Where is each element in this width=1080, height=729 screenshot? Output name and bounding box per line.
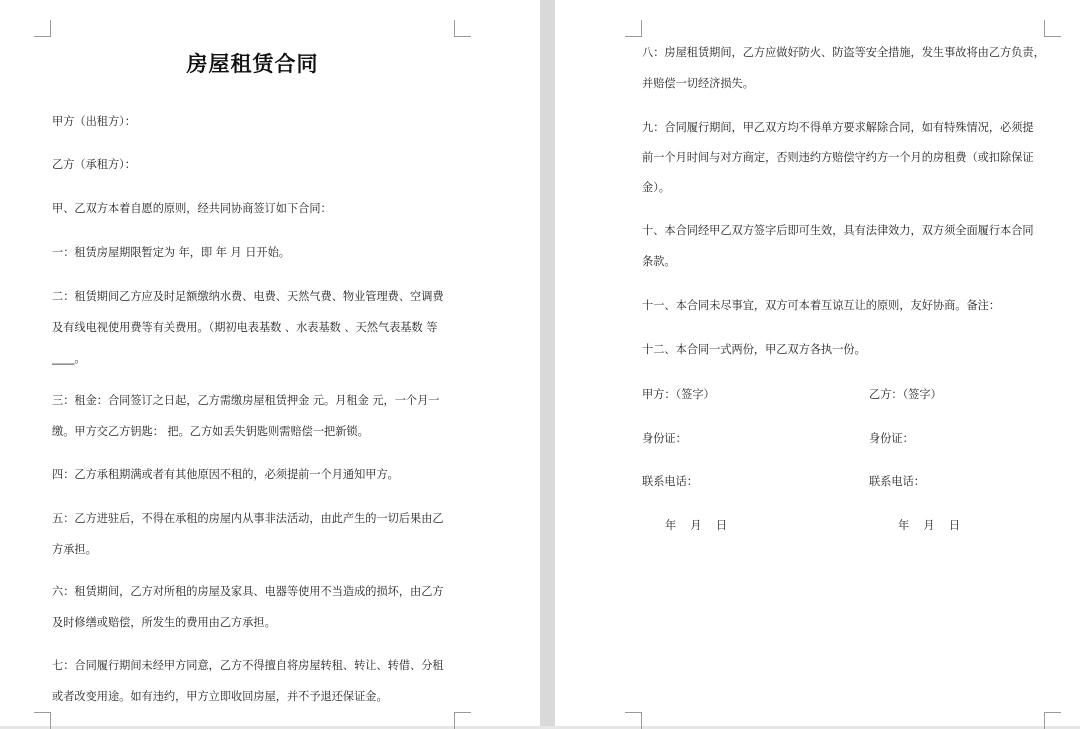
crop-mark xyxy=(625,20,642,37)
party-b-date: 年 月 日 xyxy=(898,519,961,532)
crop-mark xyxy=(34,20,51,37)
clause-4: 四：乙方承租期满或者有其他原因不租的，必须提前一个月通知甲方。 xyxy=(52,468,399,481)
clause-11: 十一、本合同未尽事宜，双方可本着互谅互让的原则，友好协商。备注： xyxy=(642,299,1001,312)
clause-7-line-2: 或者改变用途。如有违约，甲方立即收回房屋，并不予退还保证金。 xyxy=(52,690,388,703)
clause-9-line-3: 金）。 xyxy=(642,181,670,194)
document-title: 房屋租赁合同 xyxy=(186,51,319,76)
clause-6-line-1: 六：租赁期间，乙方对所租的房屋及家具、电器等使用不当造成的损坏，由乙方 xyxy=(52,585,444,598)
clause-3-line-2: 缴。甲方交乙方钥匙： 把。乙方如丢失钥匙则需赔偿一把新锁。 xyxy=(52,425,369,438)
clause-10-line-2: 条款。 xyxy=(642,255,676,268)
clause-9-line-2: 前一个月时间与对方商定，否则违约方赔偿守约方一个月的房租费（或扣除保证 xyxy=(642,151,1034,164)
clause-12: 十二、本合同一式两份，甲乙双方各执一份。 xyxy=(642,343,866,356)
party-a-date: 年 月 日 xyxy=(665,519,728,532)
crop-mark xyxy=(454,20,471,37)
party-a-signature-label: 甲方：（签字） xyxy=(642,388,715,401)
clause-5-line-1: 五：乙方进驻后，不得在承租的房屋内从事非法活动，由此产生的一切后果由乙 xyxy=(52,512,444,525)
crop-mark xyxy=(1044,20,1061,37)
party-b-signature-label: 乙方：（签字） xyxy=(869,388,942,401)
clause-2-line-1: 二：租赁期间乙方应及时足额缴纳水费、电费、天然气费、物业管理费、空调费 xyxy=(52,290,444,303)
clause-2-line-2: 及有线电视使用费等有关费用。（期初电表基数 、水表基数 、天然气表基数 等 xyxy=(52,321,438,334)
party-a-line: 甲方（出租方）： xyxy=(52,115,136,128)
party-a-id-label: 身份证： xyxy=(642,432,687,445)
clause-8-line-2: 并赔偿一切经济损失。 xyxy=(642,77,754,90)
clause-2-line-3: ____。 xyxy=(52,352,86,365)
clause-5-line-2: 方承担。 xyxy=(52,543,97,556)
party-b-id-label: 身份证： xyxy=(869,432,914,445)
clause-10-line-1: 十、本合同经甲乙双方签字后即可生效，具有法律效力，双方须全面履行本合同 xyxy=(642,224,1034,237)
crop-mark xyxy=(625,712,642,729)
intro-paragraph: 甲、乙双方本着自愿的原则，经共同协商签订如下合同： xyxy=(52,202,332,215)
party-b-line: 乙方（承租方）： xyxy=(52,158,136,171)
party-b-phone-label: 联系电话： xyxy=(869,475,925,488)
clause-9-line-1: 九：合同履行期间，甲乙双方均不得单方要求解除合同，如有特殊情况，必须提 xyxy=(642,121,1034,134)
party-a-phone-label: 联系电话： xyxy=(642,475,698,488)
crop-mark xyxy=(454,712,471,729)
clause-1: 一：租赁房屋期限暂定为 年，即 年 月 日开始。 xyxy=(52,246,290,259)
crop-mark xyxy=(34,712,51,729)
document-page-1 xyxy=(0,0,540,726)
clause-8-line-1: 八：房屋租赁期间，乙方应做好防火、防盗等安全措施，发生事故将由乙方负责， xyxy=(642,46,1045,59)
clause-3-line-1: 三：租金：合同签订之日起，乙方需缴房屋租赁押金 元。月租金 元，一个月一 xyxy=(52,394,440,407)
page-gap xyxy=(540,0,555,726)
crop-mark xyxy=(1044,712,1061,729)
document-page-2 xyxy=(555,0,1080,726)
clause-7-line-1: 七：合同履行期间未经甲方同意，乙方不得擅自将房屋转租、转让、转借、分租 xyxy=(52,659,444,672)
clause-6-line-2: 及时修缮或赔偿，所发生的费用由乙方承担。 xyxy=(52,616,276,629)
